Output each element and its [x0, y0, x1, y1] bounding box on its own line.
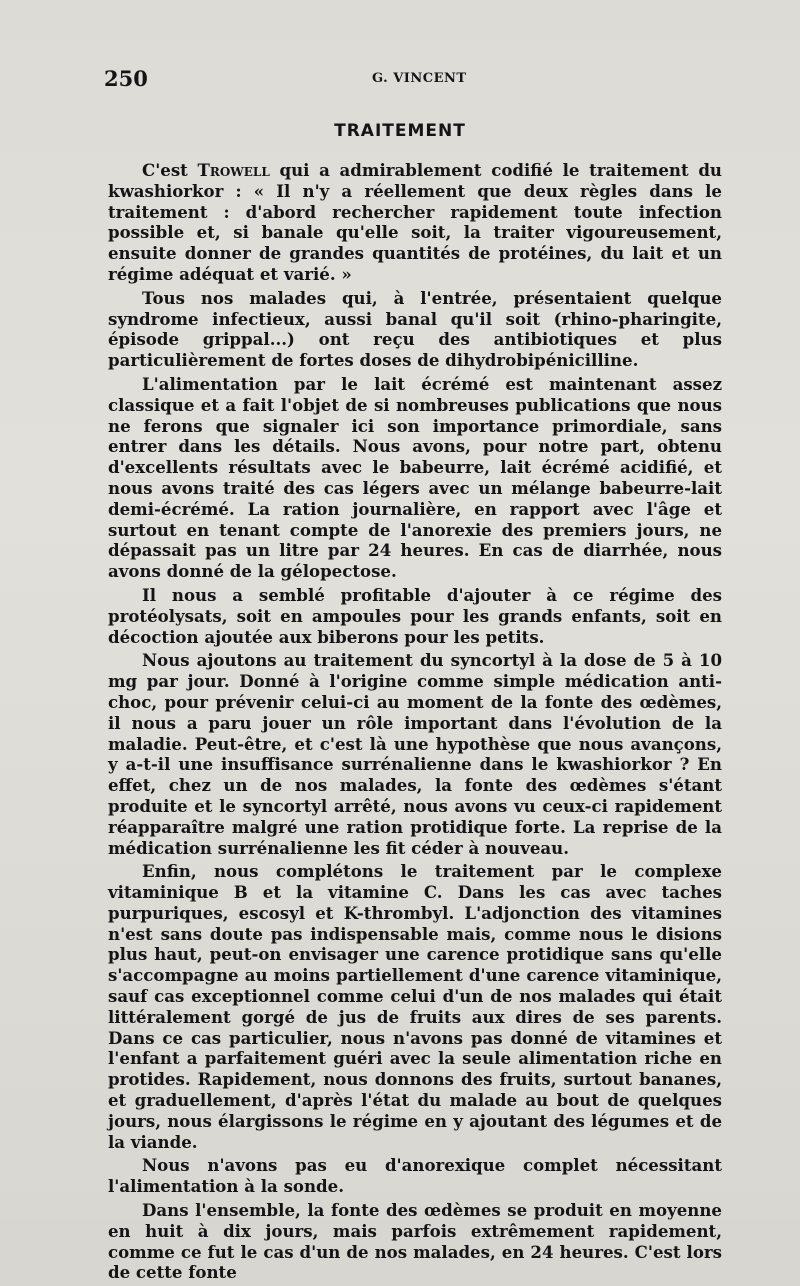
paragraph-anorexia: Nous n'avons pas eu d'anorexique complet nécessitant l'alimentation à la sonde.	[108, 1155, 722, 1197]
paragraph-lead: C'est	[142, 160, 198, 180]
paragraph-text: qui a admirablement codifié le traitement du kwashiorkor : « Il n'y a réellement que deux règles dans le traitement : d'abord rechercher rapidement toute infection possible et, si banale qu'elle soit, la traiter vigoureusement, ensuite donner de grandes quantités de protéines, du lait et un régime adéquat et varié. »	[108, 160, 722, 284]
page-number: 250	[104, 66, 148, 91]
body-text	[108, 160, 722, 1286]
paragraph-vitamins: Enfin, nous complétons le traitement par le complexe vitaminique B et la vitamine C. Dans les cas avec taches purpuriques, escosyl et K-thrombyl. L'adjonction des vitamines n'est sans doute pas indispensable mais, comme nous le disions plus haut, peut-on envisager une carence protidique sans qu'elle s'accompagne au moins partiellement d'une carence vitaminique, sauf cas exceptionnel comme celui d'un de nos malades qui était littéralement gorgé de jus de fruits aux dires de ses parents. Dans ce cas particulier, nous n'avons pas donné de vitamines et l'enfant a parfaitement guéri avec la seule alimentation riche en protides. Rapidement, nous donnons des fruits, surtout bananes, et graduellement, d'après l'état du malade au bout de quelques jours, nous élargissons le régime en y ajoutant des légumes et de la viande.	[108, 861, 722, 1152]
paragraph-edema-resolution: Dans l'ensemble, la fonte des œdèmes se produit en moyenne en huit à dix jours, mais parfois extrêmement rapidement, comme ce fut le cas d'un de nos malades, en 24 heures. C'est lors de cette fonte	[108, 1200, 722, 1283]
running-head-author: G. VINCENT	[372, 71, 467, 86]
paragraph-trowell-quote	[108, 160, 722, 285]
paragraph-syncortyl: Nous ajoutons au traitement du syncortyl à la dose de 5 à 10 mg par jour. Donné à l'origine comme simple médication anti-choc, pour prévenir celui-ci au moment de la fonte des œdèmes, il nous a paru jouer un rôle important dans l'évolution de la maladie. Peut-être, et c'est là une hypothèse que nous avançons, y a-t-il une insuffisance surrénalienne dans le kwashiorkor ? En effet, chez un de nos malades, la fonte des œdèmes s'étant produite et le syncortyl arrêté, nous avons vu ceux-ci rapidement réapparaître malgré une ration protidique forte. La reprise de la médication surrénalienne les fit céder à nouveau.	[108, 650, 722, 858]
author-name: Trowell	[197, 160, 270, 180]
page-header	[104, 66, 724, 92]
paragraph-skimmed-milk: L'alimentation par le lait écrémé est maintenant assez classique et a fait l'objet de si nombreuses publications que nous ne ferons que signaler ici son importance primordiale, sans entrer dans les détails. Nous avons, pour notre part, obtenu d'excellents résultats avec le babeurre, lait écrémé acidifié, et nous avons traité des cas légers avec un mélange babeurre-lait demi-écrémé. La ration journalière, en rapport avec l'âge et surtout en tenant compte de l'anorexie des premiers jours, ne dépassait pas un litre par 24 heures. En cas de diarrhée, nous avons donné de la gélopectose.	[108, 373, 722, 582]
section-title: TRAITEMENT	[334, 121, 466, 141]
paragraph-proteolysates: Il nous a semblé profitable d'ajouter à ce régime des protéolysats, soit en ampoules pour les grands enfants, soit en décoction ajoutée aux biberons pour les petits.	[108, 584, 722, 647]
paragraph-antibiotics: Tous nos malades qui, à l'entrée, présentaient quelque syndrome infectieux, aussi banal qu'il soit (rhino-pharingite, épisode grippal...) ont reçu des antibiotiques et plus particulièrement de fortes doses de dihydrobipénicilline.	[108, 287, 722, 371]
